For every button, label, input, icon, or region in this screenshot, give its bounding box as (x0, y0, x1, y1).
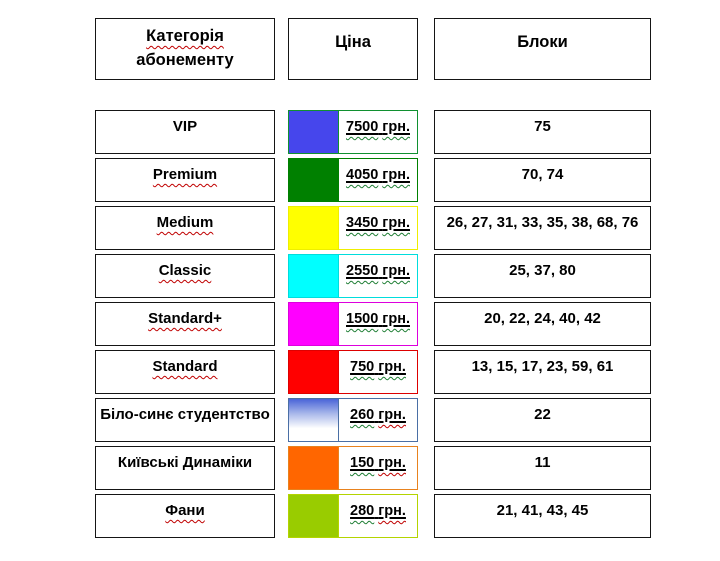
header-category-line2: абонементу (136, 50, 234, 69)
category-cell (95, 350, 275, 394)
price-amount: 2550 (346, 263, 379, 279)
price-label (346, 215, 410, 231)
price-cell (288, 254, 418, 298)
price-amount: 4050 (346, 167, 379, 183)
price-text-area (339, 351, 417, 393)
price-cell (288, 158, 418, 202)
blocks-label: 70, 74 (521, 166, 564, 183)
price-unit: грн. (382, 263, 410, 279)
price-text-area (339, 159, 417, 201)
price-text-area (339, 255, 417, 297)
price-cell (288, 446, 418, 490)
blocks-label: 13, 15, 17, 23, 59, 61 (471, 358, 614, 375)
price-text-area (339, 303, 417, 345)
color-swatch (289, 255, 339, 297)
blocks-cell (434, 110, 651, 154)
category-cell (95, 302, 275, 346)
color-swatch (289, 111, 339, 153)
blocks-cell (434, 494, 651, 538)
category-label: Medium (156, 214, 214, 231)
header-category-line1: Категорія (146, 27, 224, 45)
blocks-cell (434, 446, 651, 490)
price-cell (288, 398, 418, 442)
price-cell (288, 110, 418, 154)
price-label (350, 407, 406, 423)
header-blocks-label: Блоки (517, 33, 568, 51)
table-row (95, 446, 720, 490)
price-unit: грн. (378, 407, 406, 423)
price-amount: 150 (350, 455, 375, 471)
price-amount: 280 (350, 503, 375, 519)
price-unit: грн. (378, 359, 406, 375)
price-cell (288, 206, 418, 250)
table-row (95, 110, 720, 154)
blocks-label: 20, 22, 24, 40, 42 (484, 310, 601, 327)
header-category-label (136, 25, 233, 73)
color-swatch-gradient (289, 399, 339, 441)
category-label: Біло-синє студентство (100, 406, 270, 423)
category-label: Standard+ (148, 310, 222, 327)
table-row (95, 302, 720, 346)
price-cell (288, 302, 418, 346)
blocks-cell (434, 350, 651, 394)
table-row (95, 398, 720, 442)
price-label (346, 263, 410, 279)
price-unit: грн. (382, 167, 410, 183)
price-amount: 7500 (346, 119, 379, 135)
color-swatch (289, 495, 339, 537)
category-label: VIP (172, 118, 198, 135)
category-label: Classic (158, 262, 212, 279)
blocks-label: 75 (534, 118, 551, 135)
color-swatch (289, 159, 339, 201)
header-category-cell (95, 18, 275, 80)
price-text-area (339, 111, 417, 153)
category-label: Київські Динаміки (117, 454, 253, 471)
price-label (346, 119, 410, 135)
price-amount: 1500 (346, 311, 379, 327)
price-text-area (339, 495, 417, 537)
table-row (95, 254, 720, 298)
color-swatch (289, 303, 339, 345)
table-row (95, 350, 720, 394)
category-label: Фани (165, 502, 205, 519)
price-amount: 3450 (346, 215, 379, 231)
category-cell (95, 158, 275, 202)
price-unit: грн. (382, 215, 410, 231)
category-cell (95, 398, 275, 442)
blocks-label: 25, 37, 80 (509, 262, 576, 279)
price-label (346, 167, 410, 183)
blocks-label: 26, 27, 31, 33, 35, 38, 68, 76 (446, 214, 639, 231)
blocks-label: 22 (534, 406, 551, 423)
header-blocks-cell (434, 18, 651, 80)
blocks-cell (434, 254, 651, 298)
table-row (95, 494, 720, 538)
price-label (350, 455, 406, 471)
price-unit: грн. (382, 119, 410, 135)
price-unit: грн. (378, 455, 406, 471)
price-amount: 260 (350, 407, 375, 423)
table-row (95, 158, 720, 202)
blocks-cell (434, 302, 651, 346)
price-label (350, 503, 406, 519)
price-text-area (339, 399, 417, 441)
price-amount: 750 (350, 359, 375, 375)
price-label (350, 359, 406, 375)
category-cell (95, 206, 275, 250)
category-cell (95, 494, 275, 538)
price-text-area (339, 207, 417, 249)
blocks-cell (434, 158, 651, 202)
blocks-cell (434, 398, 651, 442)
color-swatch (289, 447, 339, 489)
table-header-row (95, 18, 720, 80)
color-swatch (289, 207, 339, 249)
price-unit: грн. (382, 311, 410, 327)
table-row (95, 206, 720, 250)
blocks-label: 11 (534, 454, 551, 471)
color-swatch (289, 351, 339, 393)
category-cell (95, 446, 275, 490)
header-price-label: Ціна (335, 33, 371, 51)
category-cell (95, 110, 275, 154)
price-label (346, 311, 410, 327)
blocks-cell (434, 206, 651, 250)
header-price-cell (288, 18, 418, 80)
price-text-area (339, 447, 417, 489)
price-unit: грн. (378, 503, 406, 519)
price-cell (288, 494, 418, 538)
category-cell (95, 254, 275, 298)
price-cell (288, 350, 418, 394)
category-label: Premium (152, 166, 218, 183)
blocks-label: 21, 41, 43, 45 (496, 502, 589, 519)
category-label: Standard (152, 358, 218, 375)
